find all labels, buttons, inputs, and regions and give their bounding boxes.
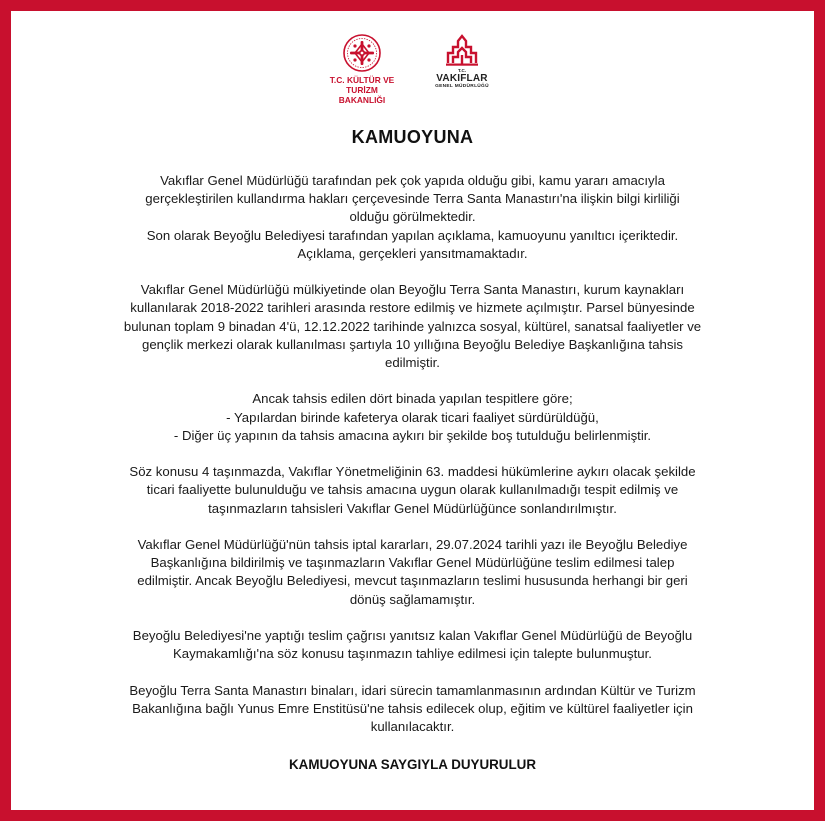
paragraph-line: - Yapılardan birinde kafeterya olarak ticari faaliyet sürdürüldüğü, xyxy=(226,409,599,425)
paragraph-line: gerçekleştirilen kullandırma hakları çerçevesinde Terra Santa Manastırı'na ilişkin bilgi kirliliği xyxy=(145,191,680,207)
paragraph-line: taşınmazların tahsisleri Vakıflar Genel Müdürlüğünce sonlandırılmıştır. xyxy=(208,500,617,516)
paragraph-4 xyxy=(91,463,734,518)
announcement-body xyxy=(91,172,734,754)
paragraph-6 xyxy=(91,627,734,663)
ministry-name-line1: T.C. KÜLTÜR VE TURİZM xyxy=(329,75,395,95)
vakiflar-tc-label: T.C. xyxy=(457,68,466,73)
paragraph-line: olduğu görülmektedir. xyxy=(349,209,476,225)
paragraph-line: kullanılacaktır. xyxy=(370,719,455,734)
paragraph-3 xyxy=(91,390,734,445)
paragraph-line: Bakanlığına bağlı Yunus Emre Enstitüsü'ne tahsis edilecek olup, eğitim ve kültürel faaliyetler için xyxy=(132,700,693,716)
header-logos xyxy=(11,33,814,108)
paragraph-line: Ancak tahsis edilen dört binada yapılan tespitlere göre; xyxy=(252,391,573,407)
paragraph-5 xyxy=(91,536,734,609)
vakiflar-logo xyxy=(431,33,493,89)
vakiflar-subtitle: GENEL MÜDÜRLÜĞÜ xyxy=(435,84,489,89)
paragraph-line: - Diğer üç yapının da tahsis amacına aykırı bir şekilde boş tutulduğu belirlenmiştir. xyxy=(173,427,652,443)
paragraph-1 xyxy=(91,172,734,263)
paragraph-line: Beyoğlu Terra Santa Manastırı binaları, idari sürecin tamamlanmasının ardından Kültür ve Turizm xyxy=(129,682,696,698)
paragraph-line: Kaymakamlığı'na söz konusu taşınmazın tahliye edilmesi için talepte bulunmuştur. xyxy=(173,646,652,662)
ministry-name-line2: BAKANLIĞI xyxy=(338,95,386,105)
paragraph-line: dönüş sağlamamıştır. xyxy=(349,591,476,607)
paragraph-line: Vakıflar Genel Müdürlüğü tarafından pek çok yapıda olduğu gibi, kamu yararı amacıyla xyxy=(160,173,665,188)
paragraph-2 xyxy=(91,281,734,372)
paragraph-line: ticari faaliyette bulunulduğu ve tahsis amacına uygun olarak kullanılmadığı tespit edilmiş ve xyxy=(146,482,679,498)
page-title: KAMUOYUNA xyxy=(351,127,474,147)
paragraph-line: edilmiştir. Ancak Beyoğlu Belediyesi, mevcut taşınmazların teslimi hususunda herhangi bir geri xyxy=(137,573,688,589)
vakiflar-emblem-icon xyxy=(444,33,480,67)
paragraph-line: Vakıflar Genel Müdürlüğü'nün tahsis iptal kararları, 29.07.2024 tarihli yazı ile Beyoğlu Belediye xyxy=(137,537,688,552)
paragraph-line: Başkanlığına bildirilmiş ve taşınmazların Vakıflar Genel Müdürlüğüne teslim edilmesi talep xyxy=(150,555,675,571)
paragraph-line: Söz konusu 4 taşınmazda, Vakıflar Yönetmeliğinin 63. maddesi hükümlerine aykırı olacak şekilde xyxy=(129,464,696,480)
paragraph-line: bulunan toplam 9 binadan 4'ü, 12.12.2022 tarihinde yalnızca sosyal, kültürel, sanatsal faaliyetler ve xyxy=(123,318,702,334)
paragraph-line: edilmiştir. xyxy=(385,355,440,371)
paragraph-7 xyxy=(91,682,734,737)
ministry-emblem-icon xyxy=(342,33,382,73)
ministry-logo xyxy=(317,33,407,105)
paragraph-line: Açıklama, gerçekleri yansıtmamaktadır. xyxy=(297,245,528,261)
paragraph-line: kullanılarak 2018-2022 tarihleri arasında restore edilmiş ve hizmete açılmıştır. Parsel bünyesinde xyxy=(130,300,695,316)
paragraph-line: Vakıflar Genel Müdürlüğü mülkiyetinde olan Beyoğlu Terra Santa Manastırı, kurum kaynakları xyxy=(140,282,685,298)
closing-statement: KAMUOYUNA SAYGIYLA DUYURULUR xyxy=(289,757,536,772)
paragraph-line: Son olarak Beyoğlu Belediyesi tarafından yapılan açıklama, kamuoyunu yanıltıcı içeriktedir. xyxy=(146,227,679,243)
paragraph-line: gençlik merkezi olarak kullanılması şartıyla 10 yıllığına Beyoğlu Belediye Başkanlığına tahsis xyxy=(142,336,683,352)
paragraph-line: Beyoğlu Belediyesi'ne yaptığı teslim çağrısı yanıtsız kalan Vakıflar Genel Müdürlüğü de Beyoğlu xyxy=(132,628,693,643)
vakiflar-name: VAKIFLAR xyxy=(436,73,488,84)
